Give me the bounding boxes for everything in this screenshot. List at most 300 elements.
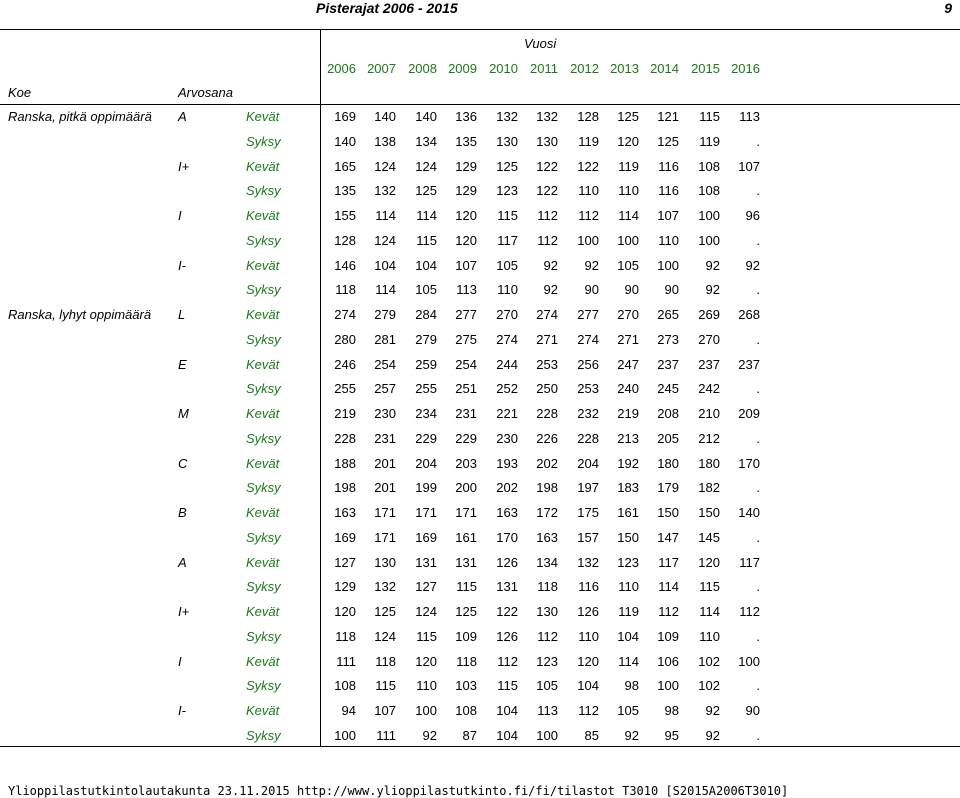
score-cell: 104	[577, 678, 599, 694]
score-cell: 92	[543, 282, 558, 298]
score-cell: 171	[415, 505, 437, 520]
year-header: 2009	[448, 61, 477, 76]
score-cell: 132	[536, 109, 558, 124]
score-cell: 171	[455, 505, 477, 520]
season-cell: Syksy	[246, 529, 281, 545]
score-cell: 170	[496, 529, 518, 545]
score-cell: 188	[334, 455, 356, 471]
score-cell: 114	[618, 653, 639, 669]
table-row	[0, 282, 960, 306]
score-cell: 119	[618, 604, 639, 619]
score-cell: 92	[705, 257, 720, 273]
score-cell: 273	[657, 331, 679, 347]
score-cell: 94	[341, 703, 356, 718]
page-number: 9	[944, 0, 952, 16]
score-cell: 255	[415, 381, 437, 397]
score-cell: 134	[415, 133, 437, 149]
score-cell: 140	[334, 133, 356, 149]
score-cell: 117	[739, 554, 760, 570]
footer-text: Ylioppilastutkintolautakunta 23.11.2015 http://www.ylioppilastutkinto.fi/fi/tilastot T3010 [S2015A2006T3010]	[8, 784, 789, 798]
year-header: 2011	[530, 61, 558, 76]
score-cell: 169	[334, 109, 356, 124]
header-rule	[0, 29, 960, 30]
score-cell: 103	[455, 678, 477, 694]
score-cell: 131	[415, 554, 437, 570]
score-cell: 204	[415, 455, 437, 471]
score-cell: 104	[415, 257, 437, 273]
score-cell: 102	[698, 678, 720, 694]
score-cell: 226	[536, 430, 558, 446]
table-row	[0, 381, 960, 405]
grade-cell: E	[178, 356, 187, 372]
score-cell: 125	[496, 158, 518, 174]
score-cell: 212	[698, 430, 720, 446]
score-cell: 100	[698, 208, 720, 223]
table-row	[0, 233, 960, 257]
score-cell: 180	[698, 455, 720, 471]
table-row	[0, 307, 960, 331]
score-cell: 270	[496, 307, 518, 322]
score-cell: 110	[658, 232, 679, 248]
table-row	[0, 480, 960, 504]
score-cell: 105	[617, 703, 639, 718]
score-cell: 193	[496, 455, 518, 471]
table-row	[0, 357, 960, 381]
score-cell: 197	[577, 480, 599, 496]
score-cell: 126	[496, 628, 518, 644]
score-cell: 85	[584, 727, 599, 743]
score-cell: 90	[584, 282, 599, 298]
score-cell: 122	[577, 158, 599, 174]
score-cell: 275	[455, 331, 477, 347]
year-header: 2006	[327, 61, 356, 76]
score-cell: 115	[456, 579, 477, 595]
score-cell: 281	[374, 331, 396, 347]
score-cell: 219	[617, 406, 639, 421]
year-header: 2013	[610, 61, 639, 76]
score-cell: 120	[415, 653, 437, 669]
season-cell: Kevät	[246, 356, 280, 372]
score-cell: 135	[455, 133, 477, 149]
score-cell: 92	[584, 257, 599, 273]
score-cell: 284	[415, 307, 437, 322]
score-cell: 163	[536, 529, 558, 545]
score-cell: 107	[455, 257, 477, 273]
table-row	[0, 703, 960, 727]
score-cell: 201	[374, 455, 396, 471]
score-cell: 198	[334, 480, 356, 496]
score-cell: .	[756, 232, 760, 248]
table-row	[0, 332, 960, 356]
score-cell: 246	[334, 356, 356, 372]
score-cell: 265	[657, 307, 679, 322]
table-row	[0, 654, 960, 678]
score-cell: 231	[374, 430, 396, 446]
season-cell: Kevät	[246, 455, 280, 471]
score-cell: 120	[455, 232, 477, 248]
grade-cell: C	[178, 455, 188, 471]
score-cell: 199	[415, 480, 437, 496]
score-cell: 107	[738, 158, 760, 174]
score-cell: 259	[415, 356, 437, 372]
score-cell: 113	[739, 109, 760, 124]
score-cell: 135	[334, 183, 356, 199]
score-cell: 140	[738, 505, 760, 520]
season-cell: Kevät	[246, 604, 280, 619]
score-cell: 279	[415, 331, 437, 347]
table-row	[0, 530, 960, 554]
score-cell: 150	[698, 505, 720, 520]
season-cell: Kevät	[246, 554, 280, 570]
score-cell: 127	[334, 554, 356, 570]
score-cell: 210	[698, 406, 720, 421]
score-cell: .	[756, 282, 760, 298]
score-cell: 256	[577, 356, 599, 372]
score-cell: 96	[745, 208, 760, 223]
season-cell: Kevät	[246, 307, 280, 322]
score-cell: 92	[543, 257, 558, 273]
score-cell: 110	[618, 183, 639, 199]
score-cell: 113	[456, 282, 477, 298]
score-cell: 121	[657, 109, 679, 124]
season-cell: Syksy	[246, 282, 281, 298]
score-cell: 245	[657, 381, 679, 397]
score-cell: 122	[536, 183, 558, 199]
score-cell: 110	[578, 183, 599, 199]
score-cell: 92	[705, 282, 720, 298]
score-cell: 254	[455, 356, 477, 372]
score-cell: 175	[577, 505, 599, 520]
score-cell: 125	[617, 109, 639, 124]
score-cell: 110	[416, 678, 437, 694]
score-cell: 108	[334, 678, 356, 694]
score-cell: 110	[497, 282, 518, 298]
score-cell: 118	[537, 579, 558, 595]
season-cell: Kevät	[246, 653, 280, 669]
score-cell: 279	[374, 307, 396, 322]
score-cell: 100	[577, 232, 599, 248]
score-cell: 100	[334, 727, 356, 743]
score-cell: 114	[699, 604, 720, 619]
score-cell: 132	[374, 579, 396, 595]
score-cell: 108	[455, 703, 477, 718]
score-cell: 118	[335, 628, 356, 644]
score-cell: 117	[497, 232, 518, 248]
score-cell: 119	[618, 158, 639, 174]
score-cell: 182	[698, 480, 720, 496]
score-cell: 112	[537, 208, 558, 223]
score-cell: 130	[536, 133, 558, 149]
score-cell: 171	[374, 529, 396, 545]
score-cell: 138	[374, 133, 396, 149]
score-cell: 130	[536, 604, 558, 619]
score-cell: 108	[698, 158, 720, 174]
score-cell: 116	[578, 579, 599, 595]
score-cell: 124	[374, 628, 396, 644]
score-cell: 280	[334, 331, 356, 347]
score-cell: 114	[658, 579, 679, 595]
table-row	[0, 134, 960, 158]
score-cell: 112	[739, 604, 760, 619]
score-cell: 150	[657, 505, 679, 520]
score-cell: 115	[375, 678, 396, 694]
score-cell: 130	[496, 133, 518, 149]
table-row	[0, 604, 960, 628]
score-cell: 128	[577, 109, 599, 124]
score-cell: 202	[496, 480, 518, 496]
grade-cell: I	[178, 653, 182, 669]
season-cell: Syksy	[246, 579, 281, 595]
score-cell: 112	[658, 604, 679, 619]
score-cell: 131	[496, 579, 518, 595]
score-cell: 169	[334, 529, 356, 545]
score-cell: 112	[578, 208, 599, 223]
score-cell: 132	[577, 554, 599, 570]
table-row	[0, 431, 960, 455]
score-cell: 231	[455, 406, 477, 421]
score-cell: 100	[698, 232, 720, 248]
score-cell: 277	[455, 307, 477, 322]
score-cell: 114	[375, 208, 396, 223]
score-cell: 124	[415, 158, 437, 174]
season-cell: Kevät	[246, 109, 280, 124]
score-cell: 253	[577, 381, 599, 397]
score-cell: 107	[657, 208, 679, 223]
score-cell: 209	[738, 406, 760, 421]
score-cell: .	[756, 480, 760, 496]
score-cell: 240	[617, 381, 639, 397]
score-cell: 120	[698, 554, 720, 570]
score-cell: .	[756, 579, 760, 595]
score-cell: 171	[374, 505, 396, 520]
table-row	[0, 183, 960, 207]
score-cell: .	[756, 678, 760, 694]
score-cell: 134	[536, 554, 558, 570]
score-cell: 105	[415, 282, 437, 298]
score-cell: 115	[497, 208, 518, 223]
score-cell: 113	[537, 703, 558, 718]
season-cell: Kevät	[246, 208, 280, 223]
score-cell: 104	[496, 727, 518, 743]
score-cell: 237	[698, 356, 720, 372]
score-cell: 119	[578, 133, 599, 149]
score-cell: 95	[664, 727, 679, 743]
score-cell: .	[756, 133, 760, 149]
score-cell: 125	[374, 604, 396, 619]
grade-cell: I-	[178, 257, 186, 273]
score-cell: 114	[375, 282, 396, 298]
score-cell: 140	[374, 109, 396, 124]
year-header: 2007	[367, 61, 396, 76]
score-cell: 100	[617, 232, 639, 248]
score-cell: 108	[698, 183, 720, 199]
score-cell: .	[756, 727, 760, 743]
score-cell: 252	[496, 381, 518, 397]
score-cell: 125	[415, 183, 437, 199]
score-cell: 120	[617, 133, 639, 149]
score-cell: 229	[415, 430, 437, 446]
score-cell: 155	[334, 208, 356, 223]
score-cell: 161	[455, 529, 477, 545]
year-header: 2010	[489, 61, 518, 76]
score-cell: 122	[536, 158, 558, 174]
score-cell: .	[756, 430, 760, 446]
score-cell: 140	[415, 109, 437, 124]
score-cell: 92	[705, 703, 720, 718]
score-cell: 204	[577, 455, 599, 471]
season-cell: Kevät	[246, 158, 280, 174]
page-title: Pisterajat 2006 - 2015	[316, 0, 458, 16]
score-cell: 106	[657, 653, 679, 669]
season-cell: Kevät	[246, 703, 280, 718]
score-cell: 254	[374, 356, 396, 372]
table-row	[0, 159, 960, 183]
table-row	[0, 505, 960, 529]
season-cell: Kevät	[246, 257, 280, 273]
score-cell: 110	[578, 628, 599, 644]
score-cell: 112	[578, 703, 599, 718]
score-cell: 163	[334, 505, 356, 520]
score-cell: 131	[455, 554, 477, 570]
score-cell: 202	[536, 455, 558, 471]
year-header: 2014	[650, 61, 679, 76]
score-cell: 90	[624, 282, 639, 298]
score-cell: 270	[698, 331, 720, 347]
score-cell: 112	[537, 628, 558, 644]
score-cell: 105	[536, 678, 558, 694]
score-cell: 145	[698, 529, 720, 545]
score-cell: 172	[536, 505, 558, 520]
footer-rule	[0, 746, 960, 747]
season-cell: Syksy	[246, 727, 281, 743]
score-cell: 270	[617, 307, 639, 322]
score-cell: 119	[699, 133, 720, 149]
score-cell: 268	[738, 307, 760, 322]
score-cell: 98	[664, 703, 679, 718]
score-cell: 100	[738, 653, 760, 669]
score-cell: 232	[577, 406, 599, 421]
season-cell: Syksy	[246, 430, 281, 446]
koe-cell: Ranska, lyhyt oppimäärä	[8, 307, 152, 322]
score-cell: 247	[617, 356, 639, 372]
score-cell: 183	[617, 480, 639, 496]
grade-cell: I-	[178, 703, 186, 718]
score-cell: 125	[455, 604, 477, 619]
season-cell: Syksy	[246, 628, 281, 644]
grade-cell: A	[178, 554, 187, 570]
score-cell: 128	[334, 232, 356, 248]
score-cell: 277	[577, 307, 599, 322]
score-cell: 100	[657, 257, 679, 273]
score-cell: 123	[496, 183, 518, 199]
score-cell: 90	[664, 282, 679, 298]
score-cell: 221	[496, 406, 518, 421]
score-cell: 157	[577, 529, 599, 545]
score-cell: 122	[496, 604, 518, 619]
score-cell: 228	[334, 430, 356, 446]
table-row	[0, 629, 960, 653]
score-cell: 92	[422, 727, 437, 743]
season-cell: Syksy	[246, 678, 281, 694]
score-cell: 124	[374, 158, 396, 174]
score-cell: 136	[455, 109, 477, 124]
grade-cell: A	[178, 109, 187, 124]
score-cell: 126	[496, 554, 518, 570]
score-cell: .	[756, 183, 760, 199]
season-cell: Kevät	[246, 406, 280, 421]
score-cell: 92	[745, 257, 760, 273]
score-cell: 100	[536, 727, 558, 743]
score-cell: 253	[536, 356, 558, 372]
score-cell: 228	[536, 406, 558, 421]
score-cell: 229	[455, 430, 477, 446]
season-cell: Syksy	[246, 480, 281, 496]
score-cell: .	[756, 381, 760, 397]
grade-cell: M	[178, 406, 189, 421]
score-cell: 111	[376, 727, 396, 743]
grade-cell: B	[178, 505, 187, 520]
score-cell: 203	[455, 455, 477, 471]
grade-cell: I+	[178, 604, 190, 619]
score-cell: 129	[334, 579, 356, 595]
table-row	[0, 555, 960, 579]
table-row	[0, 406, 960, 430]
score-cell: 146	[334, 257, 356, 273]
score-cell: 271	[536, 331, 558, 347]
score-cell: 129	[455, 158, 477, 174]
score-cell: 92	[624, 727, 639, 743]
table-row	[0, 728, 960, 752]
score-cell: 150	[617, 529, 639, 545]
koe-column-header: Koe	[8, 85, 32, 100]
score-cell: 271	[617, 331, 639, 347]
score-cell: 213	[617, 430, 639, 446]
score-cell: 251	[455, 381, 477, 397]
score-cell: 130	[374, 554, 396, 570]
table-row	[0, 258, 960, 282]
score-cell: 201	[374, 480, 396, 496]
score-cell: 242	[698, 381, 720, 397]
score-cell: 120	[334, 604, 356, 619]
score-cell: 198	[536, 480, 558, 496]
score-cell: 205	[657, 430, 679, 446]
score-cell: 100	[415, 703, 437, 718]
score-cell: 105	[617, 257, 639, 273]
score-cell: 180	[657, 455, 679, 471]
score-cell: 124	[415, 604, 437, 619]
season-cell: Kevät	[246, 505, 280, 520]
score-cell: 244	[496, 356, 518, 372]
score-cell: 107	[374, 703, 396, 718]
score-cell: 104	[496, 703, 518, 718]
score-cell: 230	[496, 430, 518, 446]
score-cell: 255	[334, 381, 356, 397]
score-cell: 200	[455, 480, 477, 496]
score-cell: 219	[334, 406, 356, 421]
score-cell: 100	[657, 678, 679, 694]
score-cell: 163	[496, 505, 518, 520]
score-cell: 237	[738, 356, 760, 372]
score-cell: 114	[618, 208, 639, 223]
score-cell: 126	[577, 604, 599, 619]
score-cell: 250	[536, 381, 558, 397]
score-cell: 257	[374, 381, 396, 397]
score-cell: .	[756, 331, 760, 347]
header-divider	[0, 104, 960, 105]
score-cell: 116	[658, 158, 679, 174]
score-cell: 112	[497, 653, 518, 669]
score-cell: 274	[496, 331, 518, 347]
